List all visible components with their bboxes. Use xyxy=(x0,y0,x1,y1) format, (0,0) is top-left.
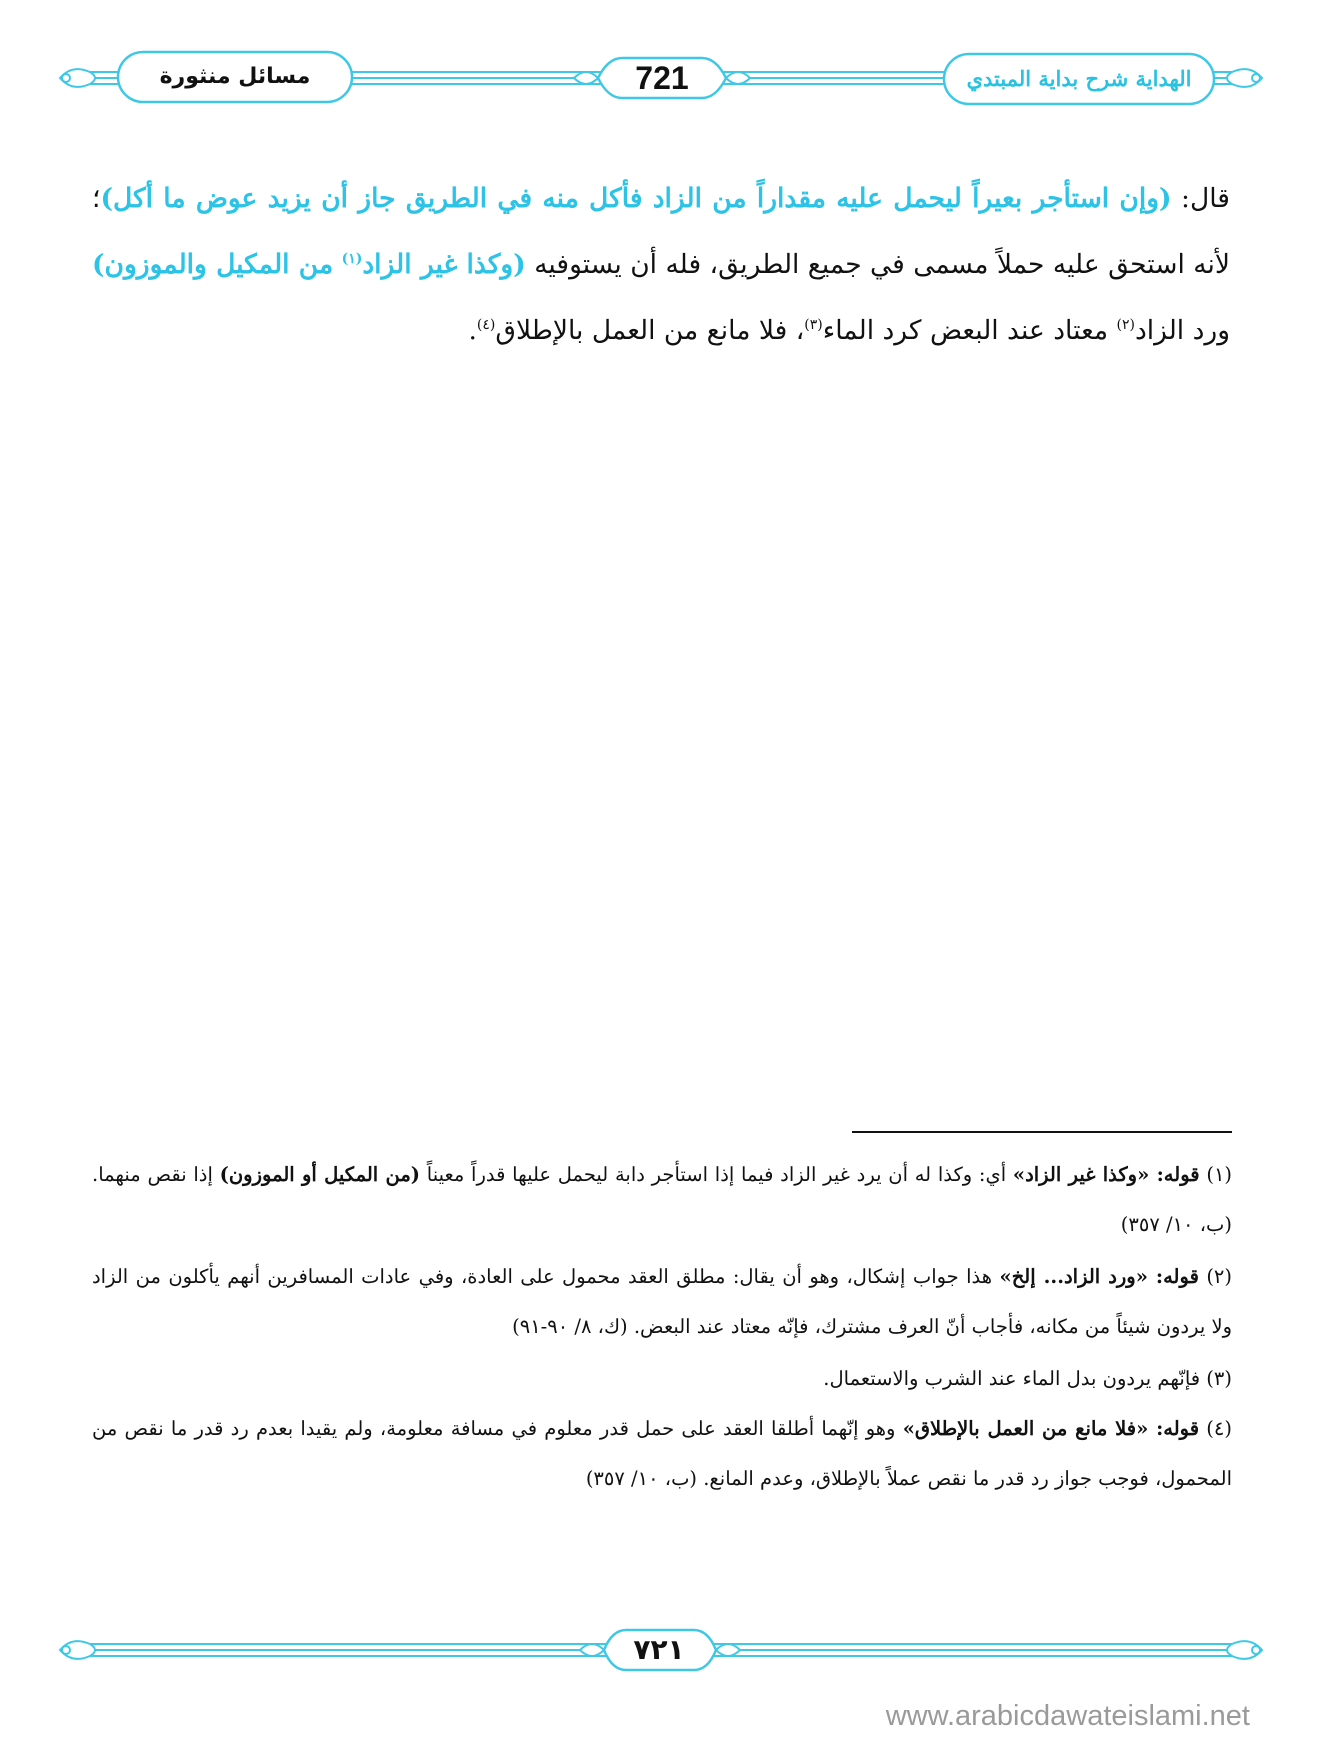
footnote-ref-2[interactable]: (٢) xyxy=(1116,317,1135,334)
footnote-3-text: فإنّهم يردون بدل الماء عند الشرب والاستعمال. xyxy=(823,1367,1201,1390)
section-title: مسائل منثورة xyxy=(159,64,311,89)
footnote-ref-1[interactable]: (١) xyxy=(341,251,363,268)
sharh-text-2: ورد الزاد xyxy=(1134,315,1230,346)
footnote-4-text: وهو إنّهما أطلقا العقد على حمل قدر معلوم في مسافة معلومة، ولم يقيدا بعدم رد قدر ما نقص من المحمول، فوجب جواز رد قدر ما نقص عملاً بالإطلاق، وعدم المانع. (ب، ١٠/ ٣٥٧) xyxy=(92,1417,1232,1490)
footer-page-number: ٧٢١ xyxy=(633,1633,685,1666)
footnote-2-text: هذا جواب إشكال، وهو أن يقال: مطلق العقد محمول على العادة، وفي عادات المسافرين أنهم يأكلون من الزاد ولا يردون شيئاً من مكانه، فأجاب أنّ العرف مشترك، فإنّه معتاد عند البعض. (ك، ٨/ ٩٠-٩١) xyxy=(92,1265,1232,1338)
footnote-1-number: (١) xyxy=(1206,1163,1233,1186)
matn-quote-2b: من المكيل والموزون) xyxy=(92,249,334,280)
footnote-1-text-2: إذا نقص منهما. (ب، ١٠/ ٣٥٧) xyxy=(92,1163,1232,1236)
footnote-4 xyxy=(92,1404,1232,1504)
footnote-divider xyxy=(852,1131,1232,1133)
footnote-1 xyxy=(92,1150,1232,1250)
header-right-flourish xyxy=(1227,69,1262,87)
book-title: الهداية شرح بداية المبتدي xyxy=(966,66,1192,91)
website-url[interactable]: www.arabicdawateislami.net xyxy=(885,1700,1250,1732)
footnote-4-number: (٤) xyxy=(1206,1417,1232,1440)
sharh-text-3: معتاد عند البعض كرد الماء xyxy=(822,315,1109,346)
sharh-text-5: . xyxy=(468,315,477,346)
footnote-3-number: (٣) xyxy=(1206,1367,1232,1390)
footnote-2-number: (٢) xyxy=(1206,1265,1233,1288)
sharh-text-4: ، فلا مانع من العمل بالإطلاق xyxy=(495,315,805,346)
footer-right-flourish xyxy=(1227,1641,1262,1659)
matn-quote-2a: (وكذا غير الزاد xyxy=(362,249,526,280)
footnote-ref-3[interactable]: (٣) xyxy=(804,317,823,334)
header-left-flourish xyxy=(60,69,95,87)
sharh-text-1: ؛ لأنه استحق عليه حملاً مسمى في جميع الطريق، فله أن يستوفيه xyxy=(92,183,1230,280)
footnote-1-heading-2: (من المكيل أو الموزون) xyxy=(219,1163,421,1186)
qala-label: قال: xyxy=(1181,183,1230,214)
footnote-2-heading: قوله: «ورد الزاد... إلخ» xyxy=(999,1265,1199,1288)
footnote-ref-4[interactable]: (٤) xyxy=(476,317,496,334)
page-number: 721 xyxy=(635,60,689,96)
footnote-2 xyxy=(92,1252,1232,1352)
footnote-4-heading: قوله: «فلا مانع من العمل بالإطلاق» xyxy=(902,1417,1200,1440)
matn-quote-1: (وإن استأجر بعيراً ليحمل عليه مقداراً من الزاد فأكل منه في الطريق جاز أن يزيد عوض ما أكل) xyxy=(100,183,1172,214)
footnote-1-text: أي: وكذا له أن يرد غير الزاد فيما إذا استأجر دابة ليحمل عليها قدراً معيناً xyxy=(426,1163,1007,1186)
main-text xyxy=(92,166,1230,364)
footer-left-flourish xyxy=(60,1641,95,1659)
footnote-3 xyxy=(92,1354,1232,1404)
footnote-1-heading: قوله: «وكذا غير الزاد» xyxy=(1012,1163,1200,1186)
